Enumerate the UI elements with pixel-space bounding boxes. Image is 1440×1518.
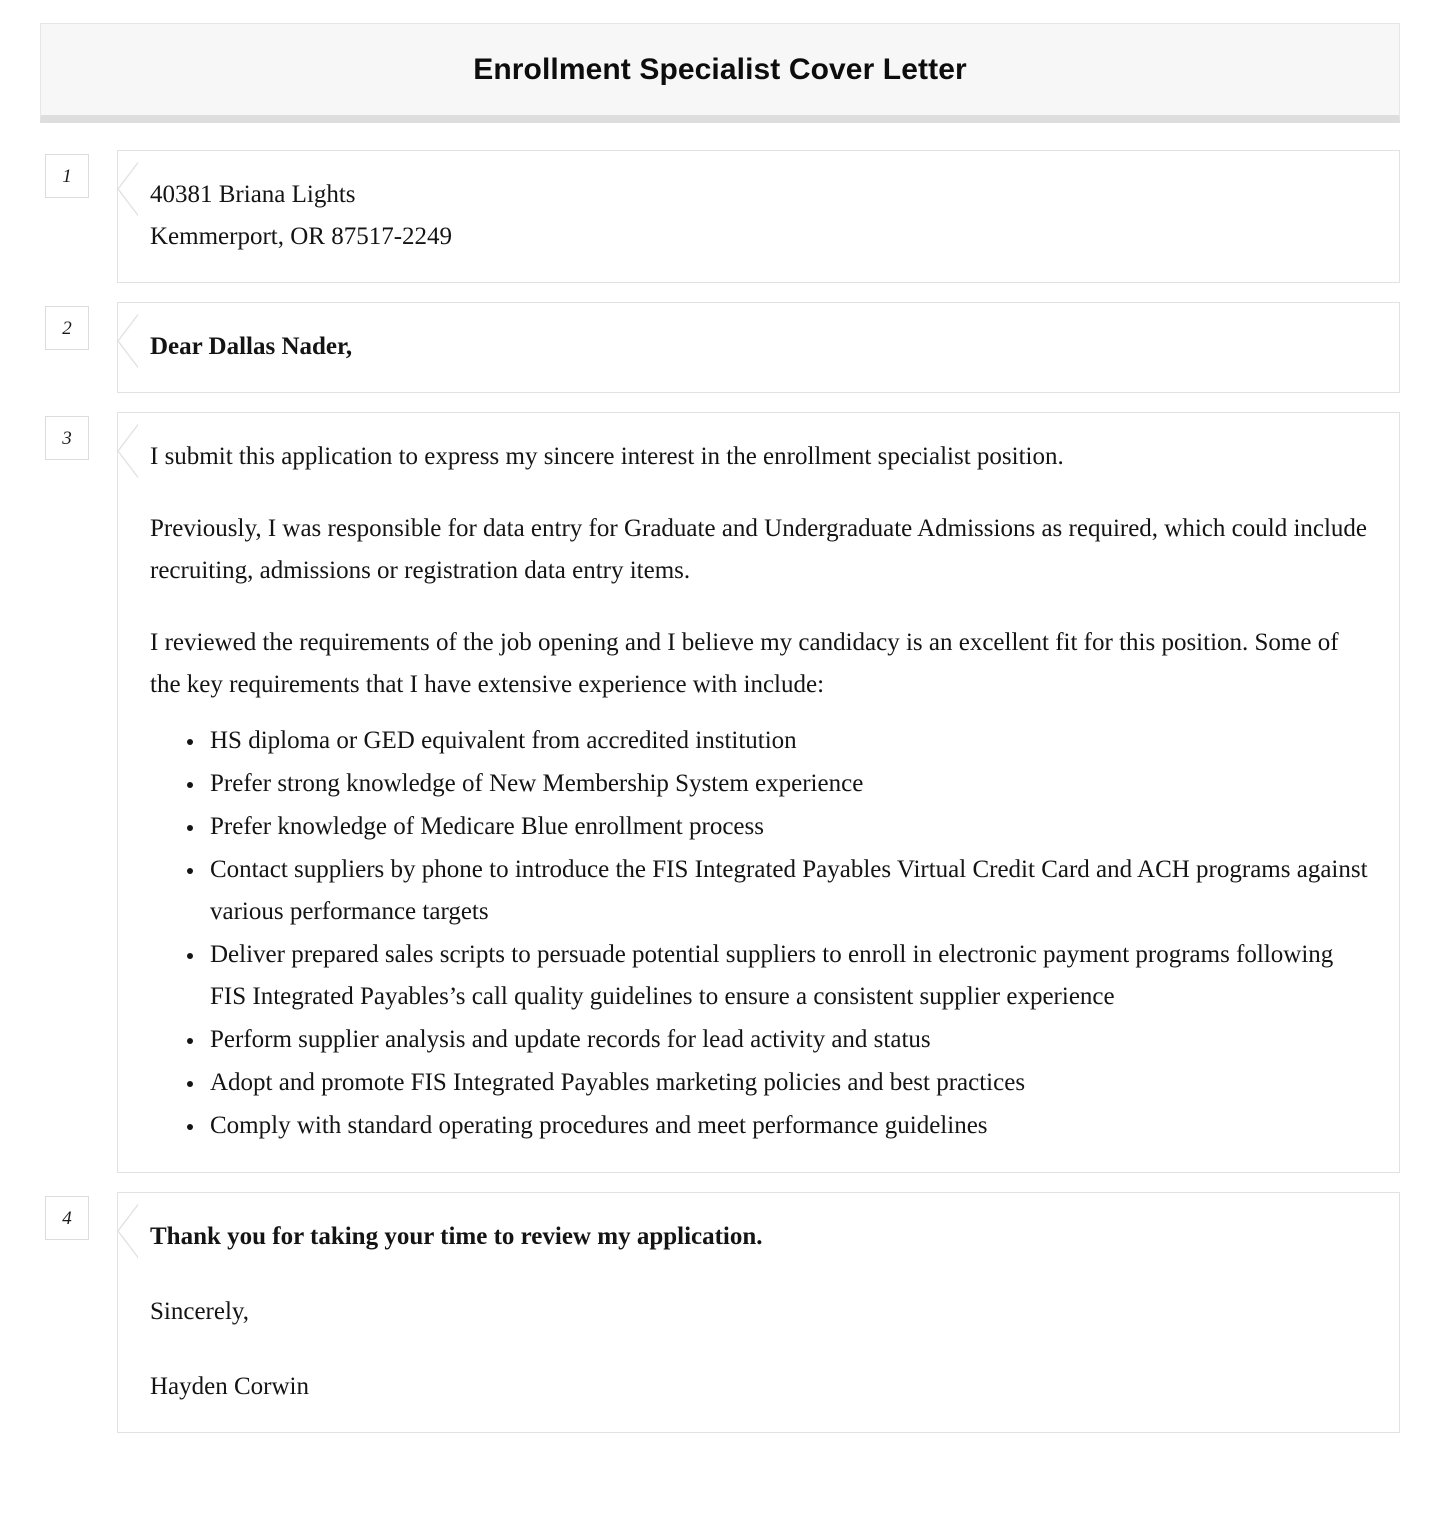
signoff-text: Sincerely, bbox=[150, 1298, 250, 1325]
section-closing bbox=[40, 1192, 1400, 1433]
list-item: • Perform supplier analysis and update records for lead activity and status bbox=[206, 1019, 1371, 1061]
section-badge-4: 4 bbox=[45, 1196, 89, 1240]
panel-salutation bbox=[117, 302, 1400, 393]
section-badge-3: 3 bbox=[45, 416, 89, 460]
section-letter-body bbox=[40, 412, 1400, 1173]
panel-sender-address bbox=[117, 150, 1400, 283]
notch-arrow-icon bbox=[117, 422, 139, 478]
section-badge-1: 1 bbox=[45, 154, 89, 198]
panel-letter-body bbox=[117, 412, 1400, 1173]
body-paragraph-2: Previously, I was responsible for data entry for Graduate and Undergraduate Admissions as required, which could include recruiting, admissions or registration data entry items. bbox=[150, 515, 1368, 584]
address-block bbox=[150, 174, 1371, 258]
notch-arrow-icon bbox=[117, 1202, 139, 1258]
body-paragraph-1: I submit this application to express my sincere interest in the enrollment specialist position. bbox=[150, 443, 1064, 470]
section-salutation bbox=[40, 302, 1400, 393]
body-paragraph-3: I reviewed the requirements of the job opening and I believe my candidacy is an excellent fit for this position. Some of the key requirements that I have extensive experience with include: bbox=[150, 629, 1339, 698]
list-item: • Contact suppliers by phone to introduce the FIS Integrated Payables Virtual Credit Card and ACH programs against various performance targets bbox=[206, 849, 1371, 933]
notch-arrow-icon bbox=[117, 160, 139, 216]
list-item: • Prefer knowledge of Medicare Blue enrollment process bbox=[206, 806, 1371, 848]
section-badge-2: 2 bbox=[45, 306, 89, 350]
thank-you-text: Thank you for taking your time to review my application. bbox=[150, 1223, 763, 1250]
list-item: • Deliver prepared sales scripts to persuade potential suppliers to enroll in electronic payment programs following FIS Integrated Payables’s call quality guidelines to ensure a consistent supplier experience bbox=[206, 934, 1371, 1018]
section-sender-address bbox=[40, 150, 1400, 283]
salutation-text: Dear Dallas Nader, bbox=[150, 333, 353, 360]
requirements-list bbox=[150, 720, 1371, 1147]
document-header bbox=[40, 23, 1400, 123]
notch-arrow-icon bbox=[117, 312, 139, 368]
list-item: • HS diploma or GED equivalent from accredited institution bbox=[206, 720, 1371, 762]
panel-closing bbox=[117, 1192, 1400, 1433]
list-item: • Prefer strong knowledge of New Membership System experience bbox=[206, 763, 1371, 805]
signature-name: Hayden Corwin bbox=[150, 1373, 309, 1400]
sections-container bbox=[40, 123, 1400, 1433]
page-title: Enrollment Specialist Cover Letter bbox=[473, 52, 967, 86]
document-page bbox=[0, 23, 1440, 1433]
address-line-2: Kemmerport, OR 87517-2249 bbox=[150, 223, 453, 250]
address-line-1: 40381 Briana Lights bbox=[150, 181, 356, 208]
list-item: • Comply with standard operating procedures and meet performance guidelines bbox=[206, 1105, 1371, 1147]
list-item: • Adopt and promote FIS Integrated Payables marketing policies and best practices bbox=[206, 1062, 1371, 1104]
